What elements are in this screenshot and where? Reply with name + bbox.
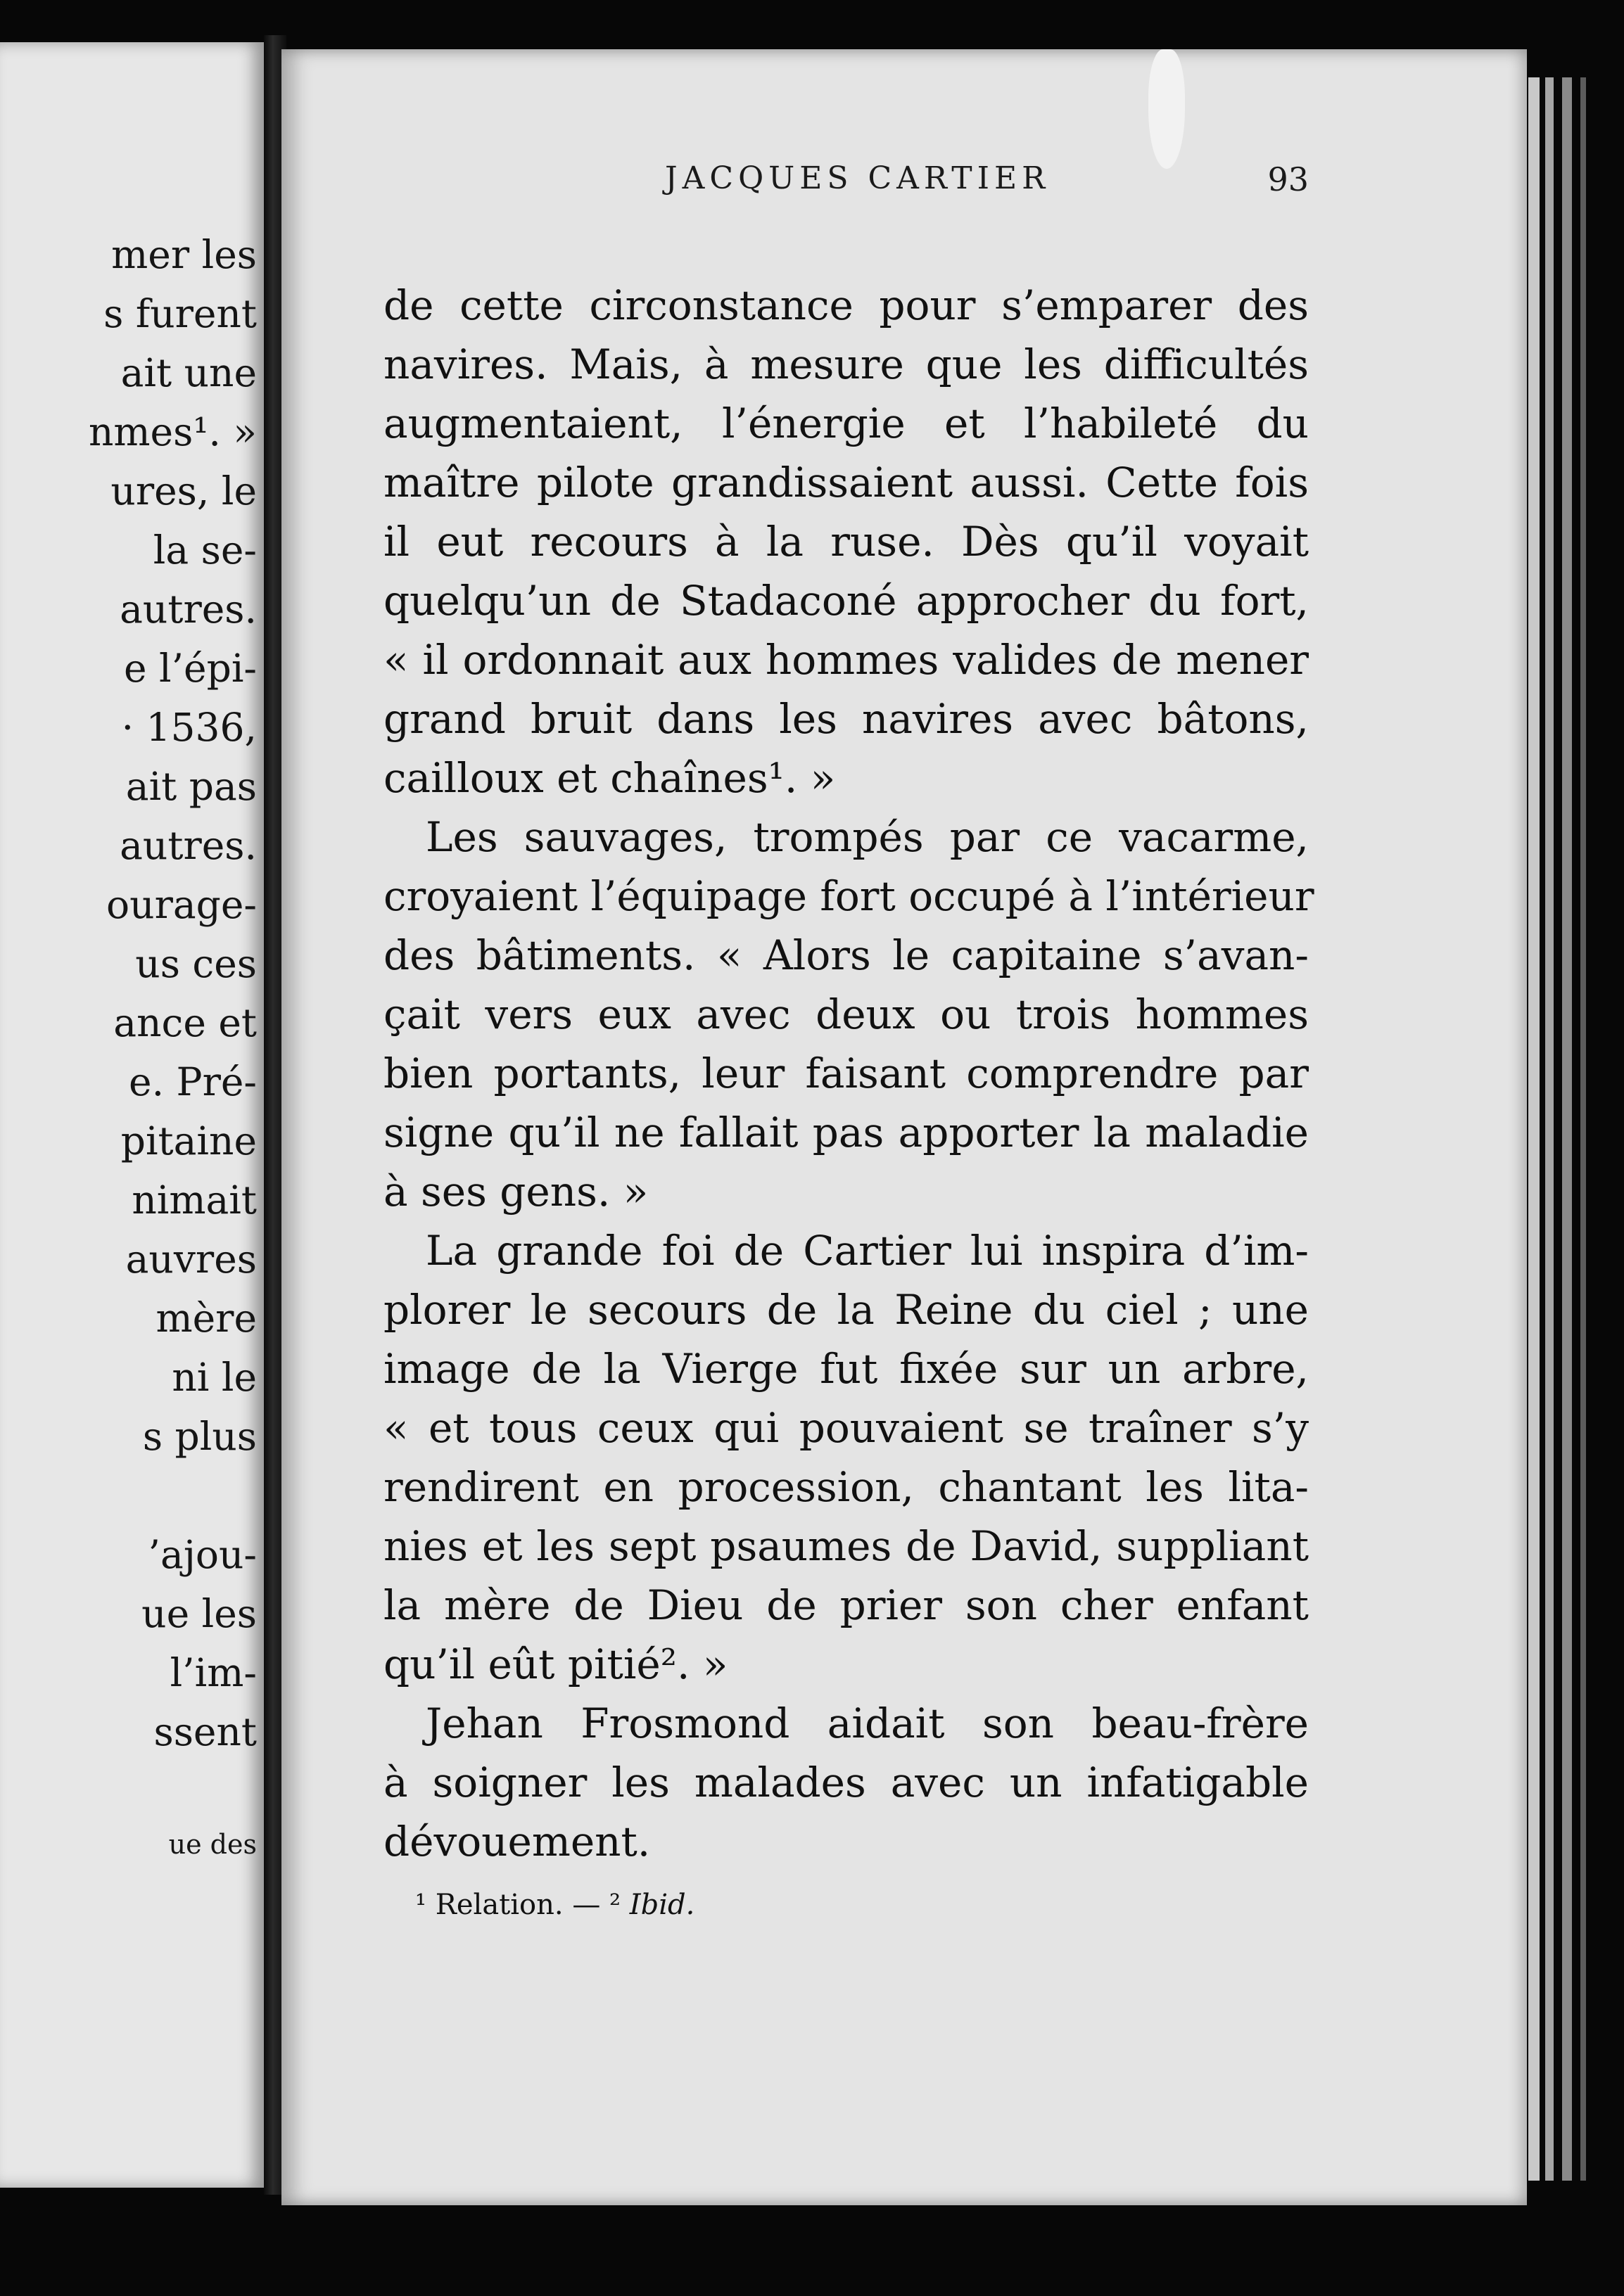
text-line: « il ordonnait aux hommes valides de mener xyxy=(383,636,1309,684)
left-page-line: la se- xyxy=(153,528,257,573)
left-page-line: nmes¹. » xyxy=(88,409,257,454)
text-line: La grande foi de Cartier lui inspira d’im- xyxy=(426,1227,1309,1275)
page-edge xyxy=(1545,77,1554,2181)
text-line: grand bruit dans les navires avec bâtons, xyxy=(383,695,1309,743)
left-page-footnote: ue des xyxy=(168,1829,257,1860)
text-line: à soigner les malades avec un infatigable xyxy=(383,1759,1309,1806)
left-page-line: us ces xyxy=(135,941,257,986)
left-page-line: ’ajou- xyxy=(148,1532,257,1577)
page-edge xyxy=(1562,77,1572,2181)
text-line: « et tous ceux qui pouvaient se traîner s’y xyxy=(383,1404,1309,1452)
running-head-title: JACQUES CARTIER xyxy=(665,160,1051,196)
text-line: quelqu’un de Stadaconé approcher du fort, xyxy=(383,577,1309,625)
running-head xyxy=(380,160,1309,210)
text-line: maître pilote grandissaient aussi. Cette fois xyxy=(383,459,1309,506)
left-page-line: ait pas xyxy=(125,764,257,809)
text-line: croyaient l’équipage fort occupé à l’intérieur xyxy=(383,872,1314,920)
text-line: Les sauvages, trompés par ce vacarme, xyxy=(426,813,1309,861)
paper-tear xyxy=(1148,49,1185,169)
text-line: rendirent en procession, chantant les lita- xyxy=(383,1463,1309,1511)
text-line: nies et les sept psaumes de David, suppliant xyxy=(383,1522,1309,1570)
left-page-line: mer les xyxy=(111,232,257,277)
text-line: des bâtiments. « Alors le capitaine s’avan- xyxy=(383,931,1309,979)
footnote xyxy=(415,1889,694,1921)
left-page-line: s furent xyxy=(103,291,257,336)
left-page-line: l’im- xyxy=(170,1650,257,1695)
text-line: qu’il eût pitié². » xyxy=(383,1640,728,1688)
text-line: il eut recours à la ruse. Dès qu’il voyait xyxy=(383,518,1309,566)
left-page-line: s plus xyxy=(142,1414,257,1459)
text-line: dévouement. xyxy=(383,1818,651,1866)
text-line: à ses gens. » xyxy=(383,1168,649,1216)
text-line: bien portants, leur faisant comprendre par xyxy=(383,1050,1309,1097)
text-line: cailloux et chaînes¹. » xyxy=(383,754,836,802)
left-page-line: ance et xyxy=(113,1000,257,1045)
text-line: plorer le secours de la Reine du ciel ; une xyxy=(383,1286,1309,1334)
page-edge xyxy=(1528,77,1540,2181)
left-page-line: pitaine xyxy=(120,1118,257,1163)
text-line: la mère de Dieu de prier son cher enfant xyxy=(383,1581,1309,1629)
left-page-line: e. Pré- xyxy=(129,1059,257,1104)
left-page-line: ures, le xyxy=(110,468,257,514)
text-line: çait vers eux avec deux ou trois hommes xyxy=(383,990,1309,1038)
left-page-line: e l’épi- xyxy=(123,646,257,691)
left-page-line: ue les xyxy=(141,1591,257,1636)
footnote-text: ¹ Relation. — ² xyxy=(415,1889,630,1921)
left-page-line: · 1536, xyxy=(121,705,257,750)
text-line: navires. Mais, à mesure que les difficultés xyxy=(383,340,1309,388)
text-line: signe qu’il ne fallait pas apporter la maladie xyxy=(383,1109,1309,1156)
left-page-line: ourage- xyxy=(106,882,257,927)
left-page-line: mère xyxy=(156,1296,257,1341)
left-page-line: nimait xyxy=(132,1178,257,1223)
page-edge xyxy=(1580,77,1586,2181)
left-page-line: ssent xyxy=(153,1709,257,1754)
left-page-line: ait une xyxy=(120,350,257,395)
text-line: image de la Vierge fut fixée sur un arbre, xyxy=(383,1345,1309,1393)
page-number: 93 xyxy=(1267,160,1309,198)
footnote-ibid: Ibid. xyxy=(629,1889,695,1921)
text-line: de cette circonstance pour s’emparer des xyxy=(383,281,1309,329)
left-page xyxy=(0,42,264,2188)
left-page-line: ni le xyxy=(172,1355,257,1400)
text-line: augmentaient, l’énergie et l’habileté du xyxy=(383,400,1309,447)
text-line: Jehan Frosmond aidait son beau-frère xyxy=(426,1699,1309,1747)
left-page-line: autres. xyxy=(120,823,257,868)
left-page-line: auvres xyxy=(125,1237,257,1282)
left-page-line: autres. xyxy=(120,587,257,632)
